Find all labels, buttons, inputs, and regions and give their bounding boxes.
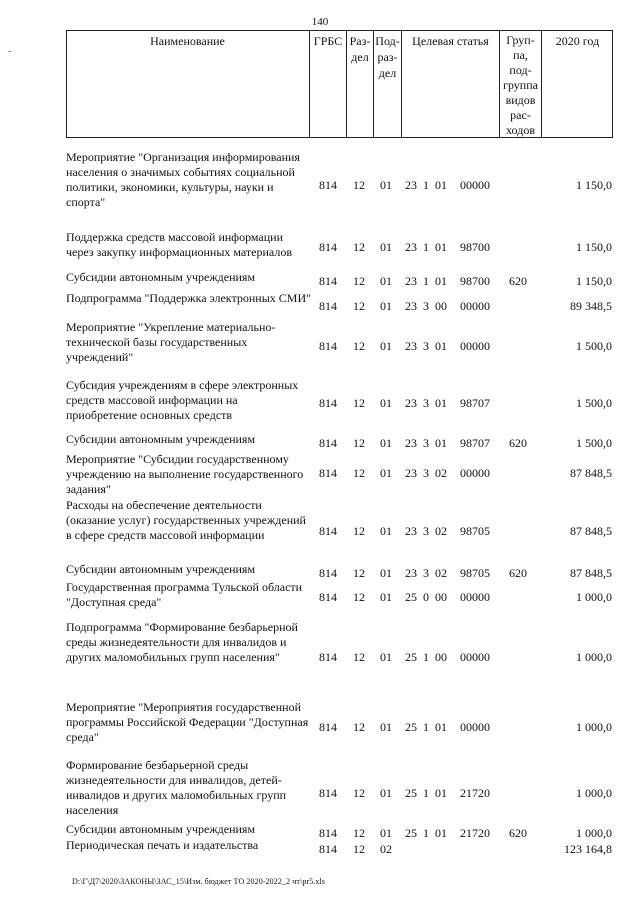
target-subprogram-cell: 1 [423,274,429,288]
page-number: 140 [311,16,329,28]
target-program-cell: 23 [405,566,417,580]
grbs-cell: 814 [319,240,337,254]
target-program-cell: 23 [405,339,417,353]
podrazdel-cell: 01 [380,650,392,664]
target-program-cell: 23 [405,396,417,410]
target-subprogram-cell: 3 [423,466,429,480]
header-name: Наименование [66,30,310,138]
amount-cell: 1 150,0 [576,240,612,254]
amount-cell: 1 500,0 [576,339,612,353]
amount-cell: 87 848,5 [570,566,612,580]
podrazdel-cell: 01 [380,826,392,840]
podrazdel-cell: 01 [380,466,392,480]
target-program-cell: 23 [405,436,417,450]
podrazdel-cell: 01 [380,178,392,192]
target-direction-cell: 00000 [460,339,490,353]
amount-cell: 1 000,0 [576,650,612,664]
podrazdel-cell: 01 [380,720,392,734]
row-name: Подпрограмма "Поддержка электронных СМИ" [66,291,312,305]
row-name: Подпрограмма "Формирование безбарьерной среды жизнедеятельности для инвалидов и других маломобильных групп населения" [66,620,298,664]
header-grbs: ГРБС [310,30,347,138]
row-name: Мероприятие "Укрепление материально-технической базы государственных учреждений" [66,320,276,364]
podrazdel-cell: 01 [380,396,392,410]
target-subprogram-cell: 1 [423,826,429,840]
amount-cell: 1 000,0 [576,590,612,604]
target-event-cell: 01 [435,178,447,192]
target-event-cell: 00 [435,650,447,664]
expense-type-cell: 620 [509,436,527,450]
grbs-cell: 814 [319,299,337,313]
target-program-cell: 23 [405,466,417,480]
target-program-cell: 23 [405,299,417,313]
target-event-cell: 01 [435,274,447,288]
amount-cell: 123 164,8 [564,842,612,856]
target-direction-cell: 98705 [460,524,490,538]
target-subprogram-cell: 1 [423,178,429,192]
target-direction-cell: 00000 [460,299,490,313]
amount-cell: 89 348,5 [570,299,612,313]
row-name: Поддержка средств массовой информации через закупку информационных материалов [66,230,293,259]
podrazdel-cell: 01 [380,590,392,604]
target-program-cell: 23 [405,274,417,288]
razdel-cell: 12 [353,299,365,313]
target-subprogram-cell: 3 [423,339,429,353]
razdel-cell: 12 [353,566,365,580]
razdel-cell: 12 [353,396,365,410]
target-program-cell: 25 [405,786,417,800]
row-name: Субсидии автономным учреждениям [66,562,256,576]
razdel-cell: 12 [353,826,365,840]
target-subprogram-cell: 3 [423,396,429,410]
target-subprogram-cell: 0 [423,590,429,604]
target-event-cell: 01 [435,826,447,840]
target-event-cell: 01 [435,240,447,254]
row-name: Субсидии автономным учреждениям [66,270,256,284]
podrazdel-cell: 01 [380,566,392,580]
row-name: Формирование безбарьерной среды жизнедеятельности для инвалидов, детей-инвалидов и других маломобильных групп населения [66,758,287,817]
razdel-cell: 12 [353,524,365,538]
grbs-cell: 814 [319,826,337,840]
target-direction-cell: 98707 [460,436,490,450]
target-direction-cell: 00000 [460,178,490,192]
grbs-cell: 814 [319,436,337,450]
target-direction-cell: 98700 [460,240,490,254]
target-event-cell: 01 [435,396,447,410]
podrazdel-cell: 02 [380,842,392,856]
podrazdel-cell: 01 [380,786,392,800]
target-event-cell: 02 [435,466,447,480]
podrazdel-cell: 01 [380,339,392,353]
row-name: Мероприятие "Организация информирования населения о значимых событиях социальной политики, экономики, культуры, науки и спорта" [66,150,300,209]
target-subprogram-cell: 3 [423,299,429,313]
row-name: Мероприятие "Мероприятия государственной программы Российской Федерации "Доступная среда" [66,700,309,744]
grbs-cell: 814 [319,566,337,580]
grbs-cell: 814 [319,274,337,288]
header-razdel: Раз- дел [347,30,374,138]
razdel-cell: 12 [353,842,365,856]
amount-cell: 1 150,0 [576,274,612,288]
razdel-cell: 12 [353,650,365,664]
amount-cell: 1 500,0 [576,436,612,450]
row-name: Мероприятие "Субсидии государственному учреждению на выполнение государственного задания" [66,452,304,496]
header-target-article: Целевая статья [402,30,500,138]
target-direction-cell: 98705 [460,566,490,580]
target-direction-cell: 00000 [460,720,490,734]
target-subprogram-cell: 3 [423,524,429,538]
podrazdel-cell: 01 [380,524,392,538]
podrazdel-cell: 01 [380,274,392,288]
target-direction-cell: 98707 [460,396,490,410]
file-path-footer: D:\Г\Д7\2020\ЗАКОНЫ\ЗАС_15\Изм. бюджет ТО 2020-2022_2 чт\pr5.xls [72,877,326,886]
amount-cell: 87 848,5 [570,466,612,480]
expense-type-cell: 620 [509,566,527,580]
target-event-cell: 02 [435,566,447,580]
target-event-cell: 01 [435,436,447,450]
header-podrazdel: Под- раз- дел [374,30,402,138]
expense-type-cell: 620 [509,274,527,288]
amount-cell: 87 848,5 [570,524,612,538]
amount-cell: 1 000,0 [576,720,612,734]
target-event-cell: 02 [435,524,447,538]
row-name: Государственная программа Тульской области "Доступная среда" [66,580,303,609]
row-name: Периодическая печать и издательства [66,838,259,852]
row-name: Расходы на обеспечение деятельности (оказание услуг) государственных учреждений в сфере средств массовой информации [66,498,306,542]
razdel-cell: 12 [353,178,365,192]
header-expense-group: Груп- па, под- группа видов рас- ходов [500,30,542,138]
amount-cell: 1 000,0 [576,786,612,800]
target-subprogram-cell: 3 [423,566,429,580]
grbs-cell: 814 [319,339,337,353]
grbs-cell: 814 [319,786,337,800]
podrazdel-cell: 01 [380,299,392,313]
target-program-cell: 23 [405,178,417,192]
razdel-cell: 12 [353,466,365,480]
razdel-cell: 12 [353,590,365,604]
target-subprogram-cell: 1 [423,720,429,734]
target-program-cell: 23 [405,240,417,254]
target-direction-cell: 00000 [460,590,490,604]
razdel-cell: 12 [353,436,365,450]
amount-cell: 1 150,0 [576,178,612,192]
table-header [66,30,613,138]
margin-mark: - [8,46,12,57]
target-event-cell: 01 [435,720,447,734]
grbs-cell: 814 [319,524,337,538]
target-event-cell: 01 [435,339,447,353]
grbs-cell: 814 [319,842,337,856]
grbs-cell: 814 [319,650,337,664]
row-name: Субсидии автономным учреждениям [66,822,256,836]
target-direction-cell: 21720 [460,786,490,800]
expense-type-cell: 620 [509,826,527,840]
target-subprogram-cell: 1 [423,786,429,800]
target-direction-cell: 00000 [460,466,490,480]
target-subprogram-cell: 1 [423,240,429,254]
razdel-cell: 12 [353,786,365,800]
grbs-cell: 814 [319,590,337,604]
podrazdel-cell: 01 [380,240,392,254]
grbs-cell: 814 [319,396,337,410]
row-name: Субсидии автономным учреждениям [66,432,256,446]
header-year: 2020 год [555,34,600,48]
grbs-cell: 814 [319,720,337,734]
podrazdel-cell: 01 [380,436,392,450]
grbs-cell: 814 [319,178,337,192]
target-program-cell: 25 [405,650,417,664]
target-program-cell: 25 [405,590,417,604]
target-event-cell: 00 [435,590,447,604]
target-subprogram-cell: 3 [423,436,429,450]
target-direction-cell: 98700 [460,274,490,288]
target-program-cell: 25 [405,720,417,734]
target-subprogram-cell: 1 [423,650,429,664]
target-program-cell: 23 [405,524,417,538]
razdel-cell: 12 [353,720,365,734]
target-event-cell: 00 [435,299,447,313]
amount-cell: 1 000,0 [576,826,612,840]
grbs-cell: 814 [319,466,337,480]
target-event-cell: 01 [435,786,447,800]
razdel-cell: 12 [353,274,365,288]
target-direction-cell: 21720 [460,826,490,840]
amount-cell: 1 500,0 [576,396,612,410]
razdel-cell: 12 [353,240,365,254]
razdel-cell: 12 [353,339,365,353]
target-direction-cell: 00000 [460,650,490,664]
row-name: Субсидия учреждениям в сфере электронных средств массовой информации на приобретение основных средств [66,378,299,422]
target-program-cell: 25 [405,826,417,840]
